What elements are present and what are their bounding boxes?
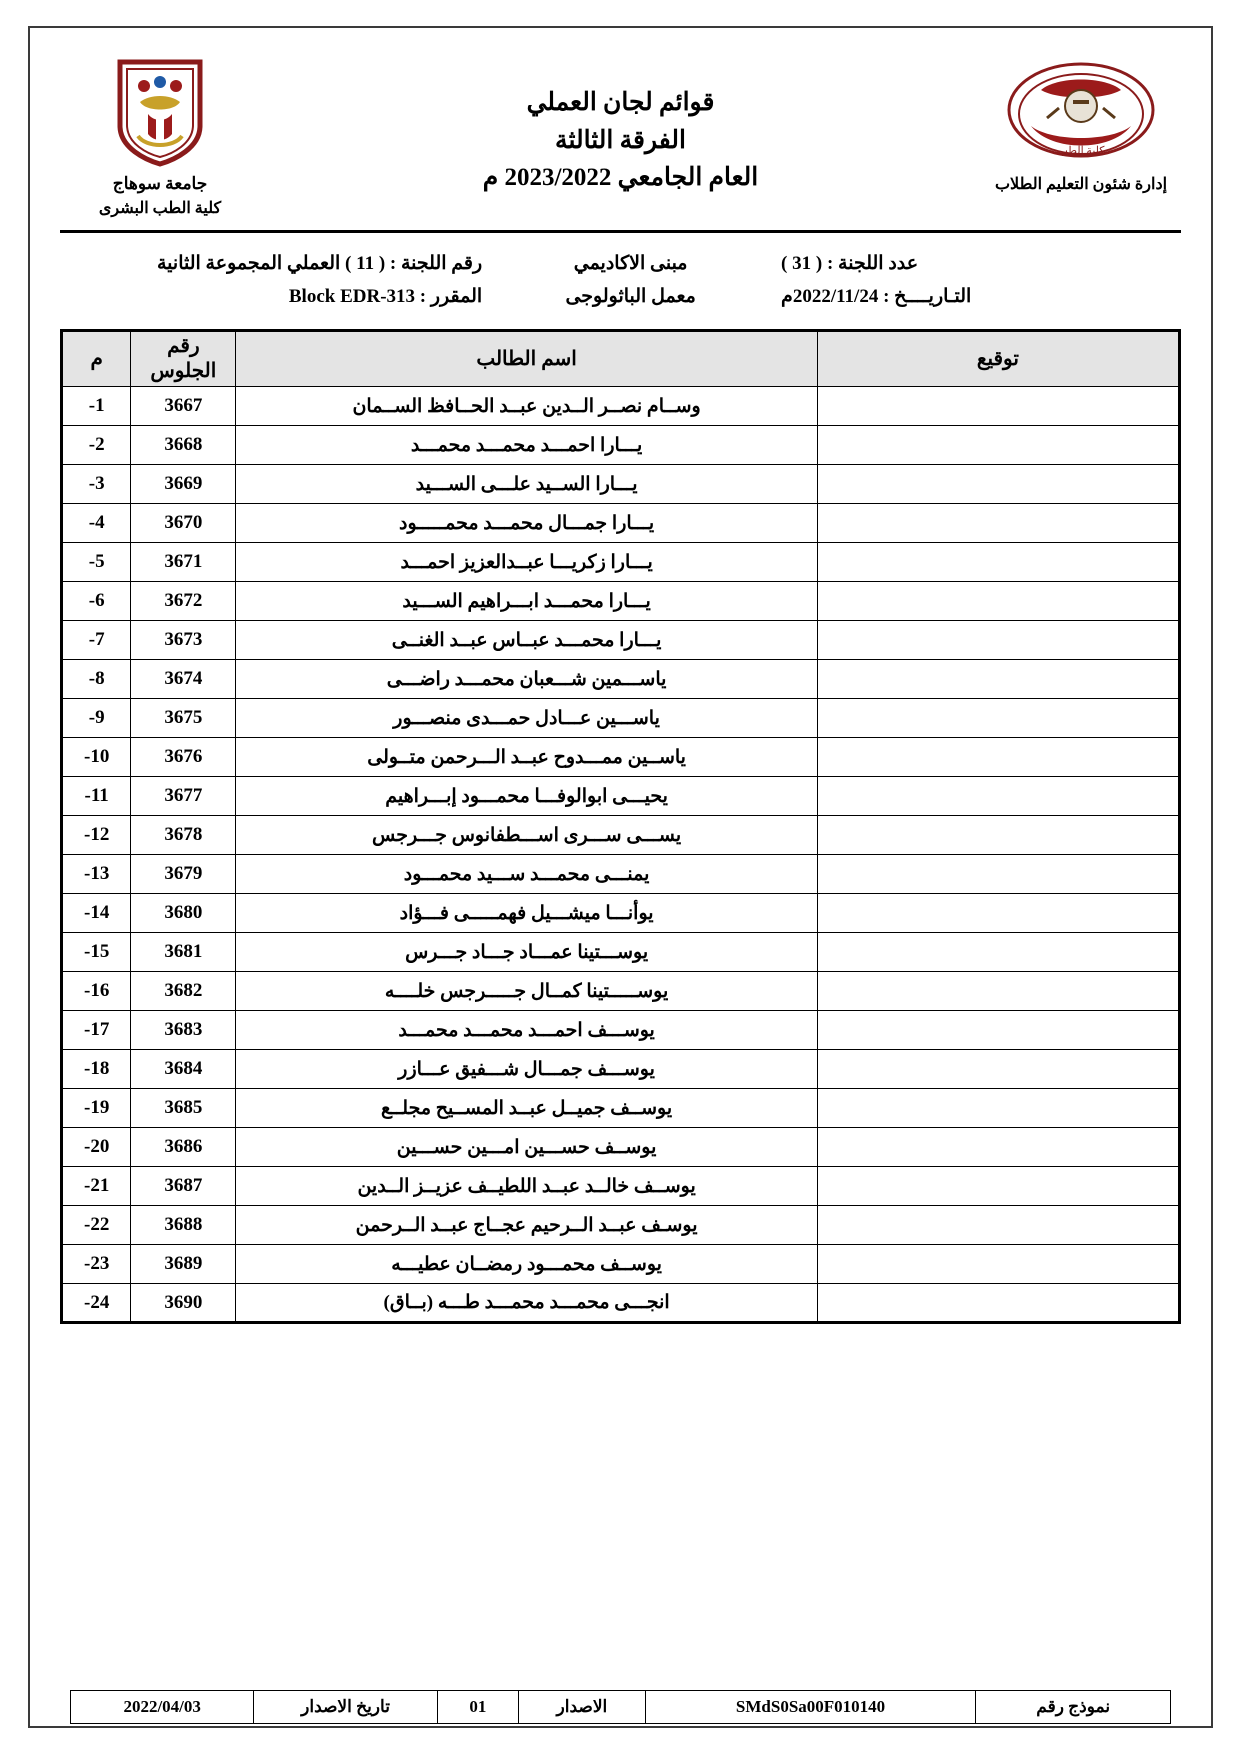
seat-number-cell: 3688 [131, 1206, 236, 1245]
table-row [62, 543, 1180, 582]
header-serial: م [62, 331, 131, 387]
seat-number-cell: 3674 [131, 660, 236, 699]
student-name-cell: يوســـتينا عمـــاد جـــاد جـــرس [236, 933, 817, 972]
seat-number-cell: 3687 [131, 1167, 236, 1206]
table-row [62, 1284, 1180, 1323]
seat-number-cell: 3686 [131, 1128, 236, 1167]
header-divider [60, 230, 1181, 233]
lab-label: معمل الباثولوجى [565, 286, 696, 308]
building-label: مبنى الاكاديمي [573, 252, 688, 274]
signature-cell[interactable] [817, 1167, 1179, 1206]
student-name-cell: يوسـف عبــد الــرحيم عجــاج عبــد الــرحمن [236, 1206, 817, 1245]
student-name-cell: يـــارا الســيد علـــى الســـيد [236, 465, 817, 504]
serial-cell: 5- [62, 543, 131, 582]
serial-cell: 17- [62, 1011, 131, 1050]
signature-cell[interactable] [817, 738, 1179, 777]
serial-cell: 11- [62, 777, 131, 816]
meta-row-2 [60, 280, 1181, 313]
student-name-cell: يوســف جميــل عبــد المســيح مجلــع [236, 1089, 817, 1128]
form-number-label: نموذج رقم [976, 1691, 1171, 1724]
table-row [62, 621, 1180, 660]
seat-number-cell: 3669 [131, 465, 236, 504]
signature-cell[interactable] [817, 894, 1179, 933]
signature-cell[interactable] [817, 816, 1179, 855]
table-row [62, 1206, 1180, 1245]
issue-date-value: 2022/04/03 [71, 1691, 254, 1724]
committee-count: عدد اللجنة : ( 31 ) [781, 252, 919, 274]
table-row [62, 387, 1180, 426]
issue-label: الاصدار [519, 1691, 646, 1724]
table-header-row [62, 331, 1180, 387]
signature-cell[interactable] [817, 777, 1179, 816]
header-seat-number: رقم الجلوس [131, 331, 236, 387]
seat-number-cell: 3679 [131, 855, 236, 894]
signature-cell[interactable] [817, 465, 1179, 504]
serial-cell: 1- [62, 387, 131, 426]
university-logo-block [60, 56, 260, 220]
student-name-cell: يمنـــى محمـــد ســـيد محمـــود [236, 855, 817, 894]
students-table [60, 329, 1181, 1324]
seat-number-cell: 3671 [131, 543, 236, 582]
signature-cell[interactable] [817, 621, 1179, 660]
table-row [62, 1089, 1180, 1128]
faculty-of-medicine-logo-icon [1001, 56, 1161, 168]
student-name-cell: يـــارا احمـــد محمـــد محمـــد [236, 426, 817, 465]
signature-cell[interactable] [817, 1128, 1179, 1167]
signature-cell[interactable] [817, 582, 1179, 621]
student-name-cell: يوأنـــا ميشـــيل فهمـــــى فـــؤاد [236, 894, 817, 933]
table-row [62, 426, 1180, 465]
serial-cell: 23- [62, 1245, 131, 1284]
table-row [62, 504, 1180, 543]
serial-cell: 9- [62, 699, 131, 738]
footer-table [70, 1690, 1171, 1724]
faculty-name: كلية الطب البشرى [98, 199, 222, 217]
table-row [62, 699, 1180, 738]
title-line-2: الفرقة الثالثة [555, 126, 686, 154]
seat-number-cell: 3680 [131, 894, 236, 933]
seat-number-cell: 3689 [131, 1245, 236, 1284]
committee-number: رقم اللجنة : ( 11 ) العملي المجموعة الثانية [157, 252, 483, 274]
signature-cell[interactable] [817, 855, 1179, 894]
signature-cell[interactable] [817, 933, 1179, 972]
document-header [60, 44, 1181, 220]
seat-number-cell: 3684 [131, 1050, 236, 1089]
signature-cell[interactable] [817, 504, 1179, 543]
signature-cell[interactable] [817, 972, 1179, 1011]
seat-number-cell: 3668 [131, 426, 236, 465]
signature-cell[interactable] [817, 1011, 1179, 1050]
serial-cell: 3- [62, 465, 131, 504]
table-row [62, 816, 1180, 855]
title-block [260, 56, 981, 197]
form-number-value: SMdS0Sa00F010140 [645, 1691, 976, 1724]
serial-cell: 4- [62, 504, 131, 543]
issue-date-label: تاريخ الاصدار [254, 1691, 437, 1724]
serial-cell: 2- [62, 426, 131, 465]
table-row [62, 465, 1180, 504]
table-row [62, 1011, 1180, 1050]
signature-cell[interactable] [817, 660, 1179, 699]
table-row [62, 738, 1180, 777]
serial-cell: 22- [62, 1206, 131, 1245]
student-name-cell: يـــارا جمـــال محمـــد محمـــــود [236, 504, 817, 543]
signature-cell[interactable] [817, 426, 1179, 465]
exam-date: التـاريــــخ : 2022/11/24م [781, 286, 972, 308]
student-name-cell: ياســـين عـــادل حمـــدى منصـــور [236, 699, 817, 738]
student-name-cell: يـــارا محمـــد عبــاس عبــد الغنــى [236, 621, 817, 660]
course-label: المقرر : [419, 286, 483, 308]
seat-number-cell: 3685 [131, 1089, 236, 1128]
student-name-cell: وســام نصــر الــدين عبــد الحــافظ الســمان [236, 387, 817, 426]
sohag-university-shield-logo-icon [114, 56, 206, 168]
seat-number-cell: 3673 [131, 621, 236, 660]
student-name-cell: يحيـــى ابوالوفـــا محمـــود إبـــراهيم [236, 777, 817, 816]
seat-number-cell: 3678 [131, 816, 236, 855]
serial-cell: 12- [62, 816, 131, 855]
serial-cell: 18- [62, 1050, 131, 1089]
serial-cell: 13- [62, 855, 131, 894]
table-row [62, 972, 1180, 1011]
meta-row-1 [60, 247, 1181, 280]
student-name-cell: ياســـمين شـــعبان محمـــد راضـــى [236, 660, 817, 699]
faculty-logo-block [981, 56, 1181, 194]
serial-cell: 10- [62, 738, 131, 777]
student-name-cell: يوســـف جمـــال شـــفيق عـــازر [236, 1050, 817, 1089]
signature-cell[interactable] [817, 543, 1179, 582]
signature-cell[interactable] [817, 1206, 1179, 1245]
seat-number-cell: 3672 [131, 582, 236, 621]
serial-cell: 7- [62, 621, 131, 660]
signature-cell[interactable] [817, 1245, 1179, 1284]
header-signature: توقيع [817, 331, 1179, 387]
seat-number-cell: 3682 [131, 972, 236, 1011]
table-row [62, 660, 1180, 699]
university-name: جامعة سوهاج [112, 174, 208, 193]
seat-number-cell: 3681 [131, 933, 236, 972]
course-field [60, 280, 486, 313]
student-name-cell: يوســف خالــد عبــد اللطيــف عزيــز الــدين [236, 1167, 817, 1206]
title-line-3: العام الجامعي 2023/2022 م [482, 164, 759, 191]
serial-cell: 6- [62, 582, 131, 621]
seat-number-cell: 3683 [131, 1011, 236, 1050]
svg-text:كلية الطب: كلية الطب [1057, 145, 1105, 157]
student-name-cell: يـــارا محمـــد ابـــراهيم الســـيد [236, 582, 817, 621]
serial-cell: 24- [62, 1284, 131, 1323]
table-row [62, 933, 1180, 972]
student-affairs-admin-label: إدارة شئون التعليم الطلاب [994, 176, 1168, 193]
signature-cell[interactable] [817, 1284, 1179, 1323]
page-content [60, 44, 1181, 1710]
student-name-cell: يوســف محمـــود رمضــان عطيـــه [236, 1245, 817, 1284]
footer-row [71, 1691, 1171, 1724]
student-name-cell: يـــارا زكريـــا عبــدالعزيز احمـــد [236, 543, 817, 582]
student-name-cell: انجـــى محمـــد محمـــد طـــه (بــاق) [236, 1284, 817, 1323]
title-line-1: قوائم لجان العملي [526, 89, 715, 116]
signature-cell[interactable] [817, 1089, 1179, 1128]
serial-cell: 8- [62, 660, 131, 699]
table-row [62, 582, 1180, 621]
seat-number-cell: 3676 [131, 738, 236, 777]
table-row [62, 894, 1180, 933]
table-row [62, 1245, 1180, 1284]
table-row [62, 855, 1180, 894]
table-row [62, 777, 1180, 816]
signature-cell[interactable] [817, 1050, 1179, 1089]
serial-cell: 20- [62, 1128, 131, 1167]
seat-number-cell: 3675 [131, 699, 236, 738]
serial-cell: 19- [62, 1089, 131, 1128]
course-value: Block EDR-313 [288, 286, 416, 308]
seat-number-cell: 3667 [131, 387, 236, 426]
table-row [62, 1050, 1180, 1089]
issue-value: 01 [437, 1691, 518, 1724]
table-row [62, 1167, 1180, 1206]
header-student-name: اسم الطالب [236, 331, 817, 387]
signature-cell[interactable] [817, 387, 1179, 426]
signature-cell[interactable] [817, 699, 1179, 738]
serial-cell: 15- [62, 933, 131, 972]
seat-number-cell: 3677 [131, 777, 236, 816]
seat-number-cell: 3690 [131, 1284, 236, 1323]
exam-meta-block [60, 247, 1181, 314]
seat-number-cell: 3670 [131, 504, 236, 543]
student-name-cell: يســـى ســـرى اســـطفانوس جـــرجس [236, 816, 817, 855]
table-row [62, 1128, 1180, 1167]
serial-cell: 16- [62, 972, 131, 1011]
student-name-cell: يوســـــتينا كمــال جـــــرجس خلــــه [236, 972, 817, 1011]
student-name-cell: يوســف حســـين امـــين حســـين [236, 1128, 817, 1167]
student-name-cell: يوســـف احمـــد محمـــد محمـــد [236, 1011, 817, 1050]
serial-cell: 21- [62, 1167, 131, 1206]
student-name-cell: ياســين ممـــدوح عبــد الـــرحمن متــولى [236, 738, 817, 777]
students-table-body [62, 387, 1180, 1323]
document-footer [70, 1690, 1171, 1724]
serial-cell: 14- [62, 894, 131, 933]
